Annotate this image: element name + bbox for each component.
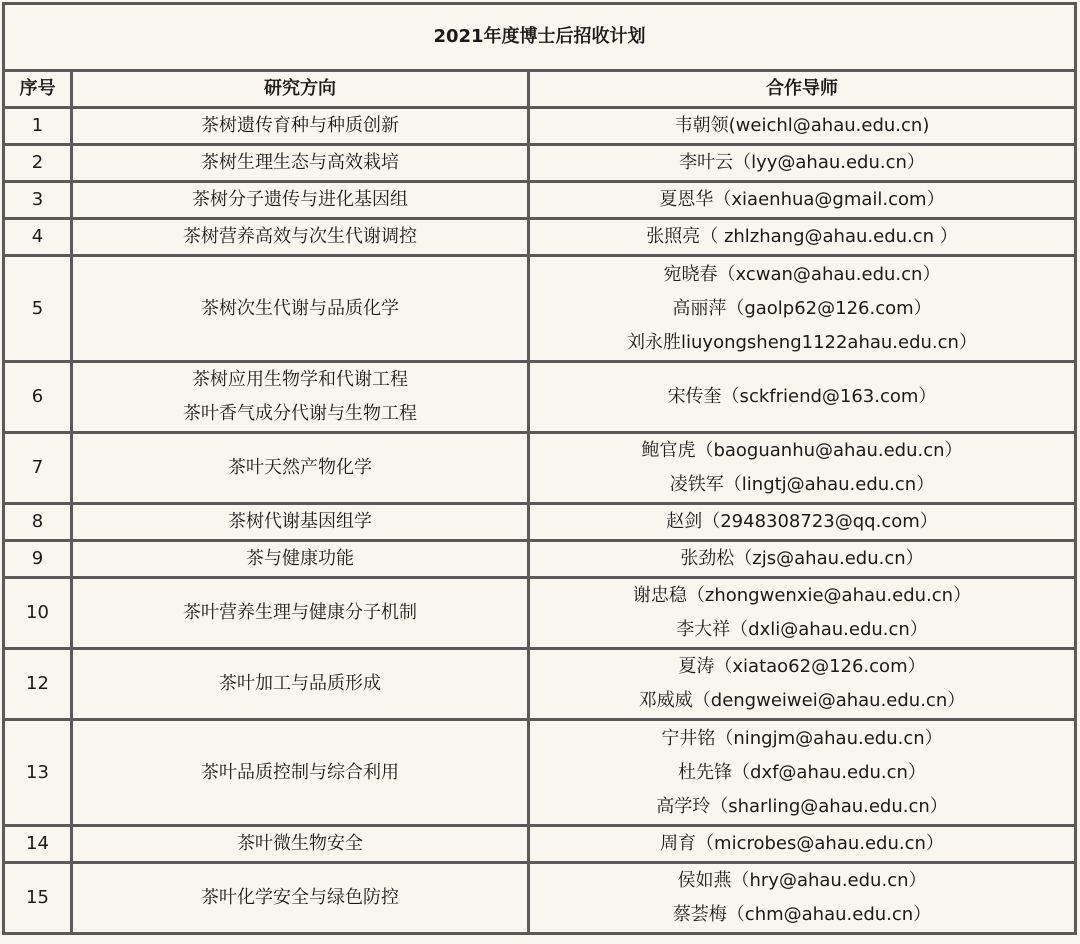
table-row [4,863,1076,934]
table-body [4,108,1076,934]
supervisor-contact: 李叶云（lyy@ahau.edu.cn） [679,152,925,173]
row-number: 7 [4,433,72,504]
row-number: 3 [4,182,72,219]
table-row [4,219,1076,256]
table-row [4,362,1076,433]
supervisor-cell [529,256,1076,362]
supervisor-contact: 刘永胜liuyongsheng1122ahau.edu.cn） [627,331,977,353]
header-no: 序号 [4,71,72,108]
row-number: 9 [4,541,72,578]
row-number: 12 [4,649,72,720]
recruitment-plan-table [2,2,1077,935]
research-direction: 茶树分子遗传与进化基因组 [192,189,408,210]
header-row [4,71,1076,108]
supervisor-cell [529,578,1076,649]
research-direction: 茶树遗传育种与种质创新 [201,115,399,136]
supervisor-contact: 韦朝领(weichl@ahau.edu.cn) [674,115,930,136]
research-direction: 茶叶加工与品质形成 [219,673,381,694]
research-direction-cell [72,256,529,362]
header-direction: 研究方向 [72,71,529,108]
row-number: 2 [4,145,72,182]
research-direction: 茶叶微生物安全 [237,833,363,854]
table-row [4,182,1076,219]
supervisor-contact: 高丽萍（gaolp62@126.com） [672,297,932,319]
research-direction-cell [72,108,529,145]
supervisor-contact: 杜先锋（dxf@ahau.edu.cn） [678,761,926,783]
header-supervisor: 合作导师 [529,71,1076,108]
supervisor-cell [529,504,1076,541]
research-direction-cell [72,720,529,826]
supervisor-contact: 鲍官虎（baoguanhu@ahau.edu.cn） [641,440,963,461]
research-direction: 茶树次生代谢与品质化学 [201,297,399,319]
row-number: 14 [4,826,72,863]
row-number: 15 [4,863,72,934]
research-direction: 茶树代谢基因组学 [228,511,372,532]
table-row [4,108,1076,145]
supervisor-contact: 宁井铭（ningjm@ahau.edu.cn） [661,727,943,749]
row-number: 4 [4,219,72,256]
research-direction: 茶叶品质控制与综合利用 [201,761,399,783]
supervisor-cell [529,541,1076,578]
research-direction-cell [72,433,529,504]
table-row [4,578,1076,649]
row-number: 13 [4,720,72,826]
supervisor-contact: 蔡荟梅（chm@ahau.edu.cn） [672,904,932,925]
research-direction-cell [72,219,529,256]
supervisor-contact: 张照亮（ zhlzhang@ahau.edu.cn ） [646,226,958,247]
supervisor-contact: 高学玲（sharling@ahau.edu.cn） [656,795,948,817]
supervisor-contact: 侯如燕（hry@ahau.edu.cn） [677,870,927,891]
table-row [4,826,1076,863]
supervisor-cell [529,433,1076,504]
supervisor-contact: 夏恩华（xiaenhua@gmail.com） [659,189,945,210]
research-direction-cell [72,649,529,720]
research-direction: 茶与健康功能 [246,548,354,569]
supervisor-cell [529,649,1076,720]
research-direction: 茶树应用生物学和代谢工程 [192,369,408,390]
table-row [4,720,1076,826]
research-direction: 茶叶天然产物化学 [228,457,372,478]
research-direction: 茶叶营养生理与健康分子机制 [183,602,417,623]
supervisor-contact: 凌铁军（lingtj@ahau.edu.cn） [669,474,935,495]
table-row [4,649,1076,720]
research-direction-cell [72,145,529,182]
supervisor-contact: 邓威威（dengweiwei@ahau.edu.cn） [638,690,966,711]
table-row [4,504,1076,541]
research-direction-cell [72,541,529,578]
table-row [4,145,1076,182]
row-number: 8 [4,504,72,541]
research-direction-cell [72,182,529,219]
supervisor-contact: 夏涛（xiatao62@126.com） [678,656,926,677]
research-direction-cell [72,362,529,433]
research-direction: 茶树营养高效与次生代谢调控 [183,226,417,247]
supervisor-cell [529,219,1076,256]
supervisor-contact: 周育（microbes@ahau.edu.cn） [660,833,944,854]
supervisor-cell [529,108,1076,145]
research-direction: 茶树生理生态与高效栽培 [201,152,399,173]
supervisor-cell [529,863,1076,934]
supervisor-contact: 宋传奎（sckfriend@163.com） [667,386,937,407]
title-row [4,4,1076,71]
supervisor-cell [529,145,1076,182]
supervisor-contact: 张劲松（zjs@ahau.edu.cn） [680,548,924,569]
row-number: 6 [4,362,72,433]
research-direction-cell [72,504,529,541]
row-number: 10 [4,578,72,649]
supervisor-contact: 宛晓春（xcwan@ahau.edu.cn） [663,263,941,285]
supervisor-cell [529,826,1076,863]
table-row [4,541,1076,578]
table-title: 2021年度博士后招收计划 [4,4,1076,71]
supervisor-contact: 赵剑（2948308723@qq.com） [666,511,938,532]
supervisor-contact: 李大祥（dxli@ahau.edu.cn） [676,619,928,640]
research-direction-cell [72,826,529,863]
supervisor-contact: 谢忠稳（zhongwenxie@ahau.edu.cn） [632,585,972,606]
research-direction-cell [72,863,529,934]
research-direction: 茶叶香气成分代谢与生物工程 [183,403,417,424]
supervisor-cell [529,182,1076,219]
row-number: 1 [4,108,72,145]
research-direction-cell [72,578,529,649]
row-number: 5 [4,256,72,362]
supervisor-cell [529,720,1076,826]
table-row [4,256,1076,362]
table-row [4,433,1076,504]
research-direction: 茶叶化学安全与绿色防控 [201,887,399,908]
supervisor-cell [529,362,1076,433]
